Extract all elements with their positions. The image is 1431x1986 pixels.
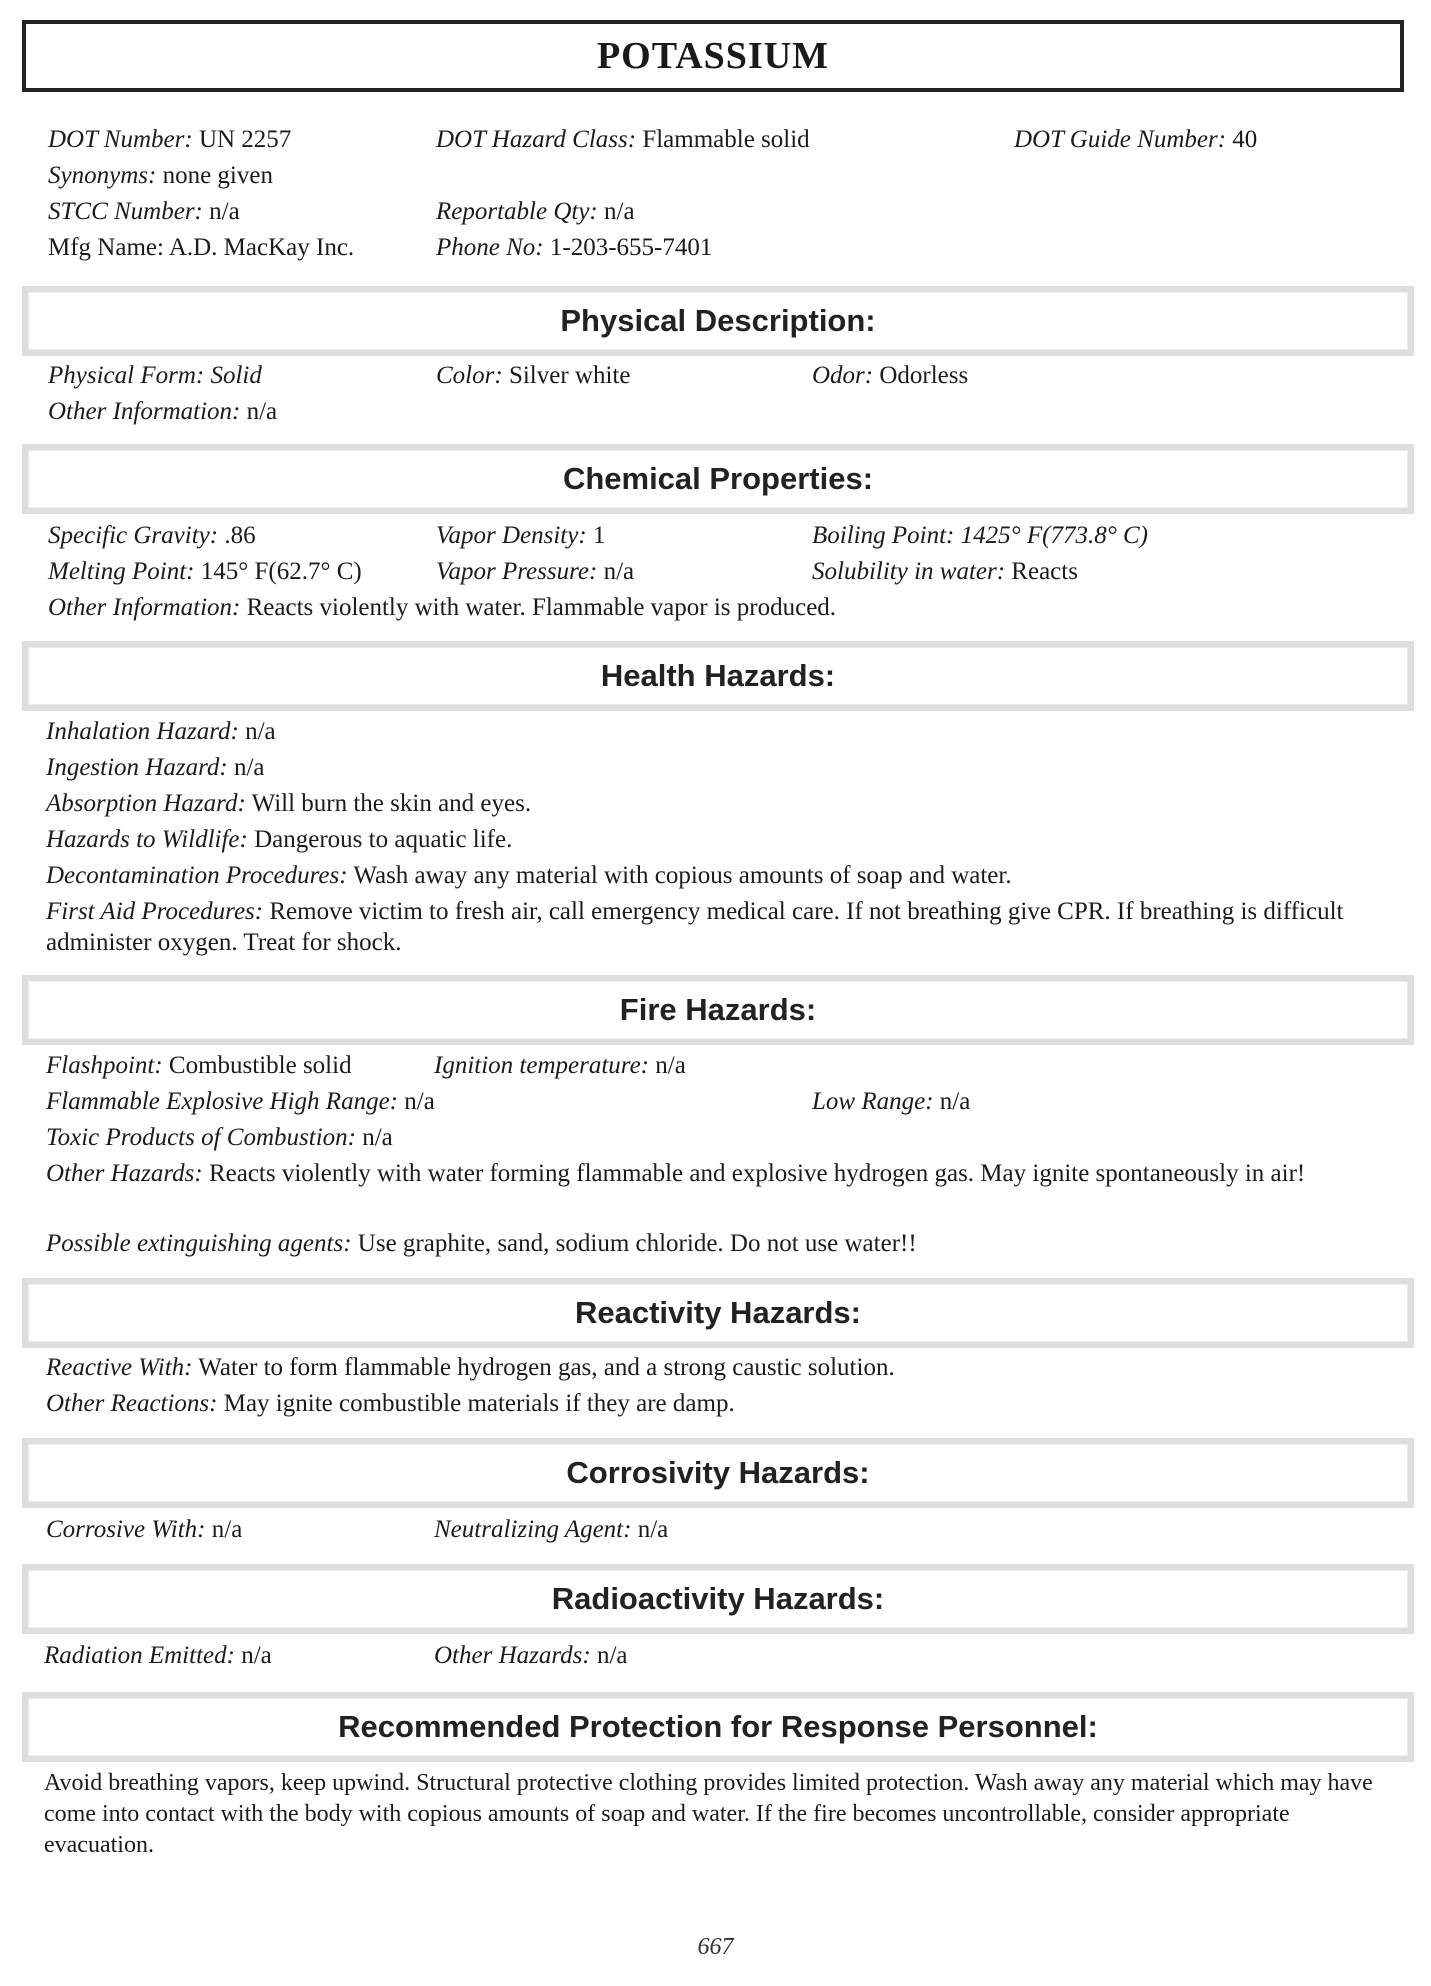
field-value: Reacts <box>1011 558 1078 585</box>
odor-field <box>812 360 968 392</box>
other-reactions-field <box>46 1388 735 1420</box>
specific-gravity-field <box>48 520 256 552</box>
field-value: .86 <box>224 522 256 549</box>
title-box <box>22 20 1404 92</box>
section-heading: Recommended Protection for Response Personnel: <box>338 1709 1098 1744</box>
high-range-field <box>46 1086 435 1118</box>
field-label: Corrosive With: <box>46 1516 206 1543</box>
chemical-other-information-field <box>48 592 836 624</box>
corrosive-with-field <box>46 1514 242 1546</box>
field-label: Vapor Density: <box>436 522 587 549</box>
field-label: Other Information: <box>48 594 241 621</box>
section-heading: Fire Hazards: <box>619 992 817 1027</box>
field-value: n/a <box>596 1642 628 1669</box>
field-label: Specific Gravity: <box>48 522 219 549</box>
field-label: DOT Number: <box>48 126 193 153</box>
radiation-emitted-field <box>44 1640 272 1672</box>
field-value: n/a <box>603 558 635 585</box>
field-label: Other Information: <box>48 398 241 425</box>
absorption-hazard-field <box>46 788 531 820</box>
field-value: 1 <box>592 522 606 549</box>
physical-other-information-field <box>48 396 277 428</box>
vapor-density-field <box>436 520 605 552</box>
field-label: Radiation Emitted: <box>44 1642 235 1669</box>
field-label: First Aid Procedures: <box>46 898 264 925</box>
field-label: Low Range: <box>812 1088 934 1115</box>
field-value: n/a <box>362 1124 393 1151</box>
field-label: Absorption Hazard: <box>46 790 246 817</box>
ignition-temperature-field <box>434 1050 686 1082</box>
field-label: Decontamination Procedures: <box>46 862 348 889</box>
boiling-point-field <box>812 520 1148 552</box>
field-value: Use graphite, sand, sodium chloride. Do not use water!! <box>357 1230 917 1257</box>
field-value: n/a <box>655 1052 686 1079</box>
section-heading: Reactivity Hazards: <box>574 1295 861 1330</box>
phone-no-field <box>436 232 712 264</box>
corrosivity-hazards-header <box>22 1438 1414 1508</box>
field-label: Neutralizing Agent: <box>434 1516 632 1543</box>
field-label: Toxic Products of Combustion: <box>46 1124 356 1151</box>
dot-hazard-class-field <box>436 124 810 156</box>
field-label: Boiling Point: <box>812 522 955 549</box>
health-hazards-header <box>22 641 1414 711</box>
field-label: Reactive With: <box>46 1354 193 1381</box>
field-label: Reportable Qty: <box>436 198 598 225</box>
section-heading: Physical Description: <box>560 303 876 338</box>
field-value: n/a <box>604 198 635 225</box>
field-value: Silver white <box>508 362 631 389</box>
field-value: Wash away any material with copious amounts of soap and water. <box>353 862 1012 889</box>
field-label: Flashpoint: <box>46 1052 163 1079</box>
field-label: DOT Guide Number: <box>1014 126 1227 153</box>
first-aid-field <box>46 896 1402 958</box>
page-number: 667 <box>697 1934 734 1960</box>
synonyms-field <box>48 160 273 192</box>
field-label: DOT Hazard Class: <box>436 126 637 153</box>
section-heading: Radioactivity Hazards: <box>551 1581 885 1616</box>
field-label: Odor: <box>812 362 874 389</box>
field-label: Other Hazards: <box>434 1642 591 1669</box>
low-range-field <box>812 1086 970 1118</box>
field-value: A.D. MacKay Inc. <box>168 234 355 261</box>
section-heading: Corrosivity Hazards: <box>566 1455 870 1490</box>
mfg-name-field <box>48 232 354 264</box>
extinguishing-agents-field <box>46 1228 917 1260</box>
field-value: Solid <box>210 362 262 389</box>
reactivity-hazards-header <box>22 1278 1414 1348</box>
field-label: Flammable Explosive High Range: <box>46 1088 398 1115</box>
physical-form-field <box>48 360 262 392</box>
reportable-qty-field <box>436 196 635 228</box>
section-heading: Chemical Properties: <box>562 461 874 496</box>
field-value: Odorless <box>879 362 969 389</box>
field-value: Combustible solid <box>168 1052 352 1079</box>
field-label: Other Hazards: <box>46 1160 203 1187</box>
field-label: Color: <box>436 362 503 389</box>
protection-text: Avoid breathing vapors, keep upwind. Structural protective clothing provides limited protection. Wash away any material which may have come into contact with the body with copious amounts of soap and water. If the fire becomes uncontrollable, consider appropriate evacuation. <box>44 1770 1373 1858</box>
radioactivity-hazards-header <box>22 1564 1414 1634</box>
page-title: POTASSIUM <box>596 35 830 77</box>
dot-number-field <box>48 124 291 156</box>
field-value: n/a <box>209 198 240 225</box>
physical-description-header <box>22 286 1414 356</box>
field-value: none given <box>162 162 273 189</box>
field-value: n/a <box>241 1642 272 1669</box>
radioactivity-other-hazards-field <box>434 1640 628 1672</box>
flashpoint-field <box>46 1050 352 1082</box>
field-value: n/a <box>939 1088 971 1115</box>
toxic-products-field <box>46 1122 393 1154</box>
field-label: STCC Number: <box>48 198 203 225</box>
field-label: Solubility in water: <box>812 558 1006 585</box>
field-label: Other Reactions: <box>46 1390 218 1417</box>
field-value: Reacts violently with water. Flammable vapor is produced. <box>246 594 837 621</box>
melting-point-field <box>48 556 362 588</box>
recommended-protection-header <box>22 1692 1414 1762</box>
field-value: 40 <box>1232 126 1258 153</box>
fire-hazards-header <box>22 975 1414 1045</box>
field-value: n/a <box>246 398 278 425</box>
field-label: Inhalation Hazard: <box>46 718 239 745</box>
field-value: n/a <box>637 1516 669 1543</box>
decontamination-field <box>46 860 1012 892</box>
field-value: Reacts violently with water forming flammable and explosive hydrogen gas. May ignite spontaneously in air! <box>208 1160 1306 1187</box>
field-value: Remove victim to fresh air, call emergency medical care. If not breathing give CPR. If breathing is difficult administer oxygen. Treat for shock. <box>46 898 1344 956</box>
field-value: Dangerous to aquatic life. <box>254 826 513 853</box>
field-label: Ingestion Hazard: <box>46 754 228 781</box>
field-label: Vapor Pressure: <box>436 558 598 585</box>
fire-other-hazards-field <box>46 1158 1398 1189</box>
field-value: n/a <box>245 718 276 745</box>
field-value: n/a <box>211 1516 243 1543</box>
field-label: Physical Form: <box>48 362 205 389</box>
field-label: Possible extinguishing agents: <box>46 1230 352 1257</box>
field-value: n/a <box>233 754 265 781</box>
field-value: May ignite combustible materials if they are damp. <box>223 1390 735 1417</box>
field-value: UN 2257 <box>198 126 292 153</box>
field-label: Synonyms: <box>48 162 157 189</box>
field-value: 1-203-655-7401 <box>549 234 713 261</box>
ingestion-hazard-field <box>46 752 265 784</box>
neutralizing-agent-field <box>434 1514 668 1546</box>
field-label: Melting Point: <box>48 558 195 585</box>
field-label: Hazards to Wildlife: <box>46 826 248 853</box>
field-label: Ignition temperature: <box>434 1052 650 1079</box>
field-value: 1425° F(773.8° C) <box>960 522 1148 549</box>
stcc-number-field <box>48 196 240 228</box>
field-value: Water to form flammable hydrogen gas, and a strong caustic solution. <box>198 1354 895 1381</box>
wildlife-hazard-field <box>46 824 512 856</box>
color-field <box>436 360 630 392</box>
section-heading: Health Hazards: <box>600 658 836 693</box>
chemical-properties-header <box>22 444 1414 514</box>
solubility-field <box>812 556 1078 588</box>
vapor-pressure-field <box>436 556 634 588</box>
field-label: Phone No: <box>436 234 544 261</box>
field-value: n/a <box>404 1088 435 1115</box>
field-value: 145° F(62.7° C) <box>200 558 362 585</box>
field-value: Flammable solid <box>642 126 810 153</box>
inhalation-hazard-field <box>46 716 276 748</box>
field-value: Will burn the skin and eyes. <box>251 790 532 817</box>
field-label: Mfg Name: <box>48 234 164 261</box>
dot-guide-number-field <box>1014 124 1257 156</box>
reactive-with-field <box>46 1352 895 1384</box>
